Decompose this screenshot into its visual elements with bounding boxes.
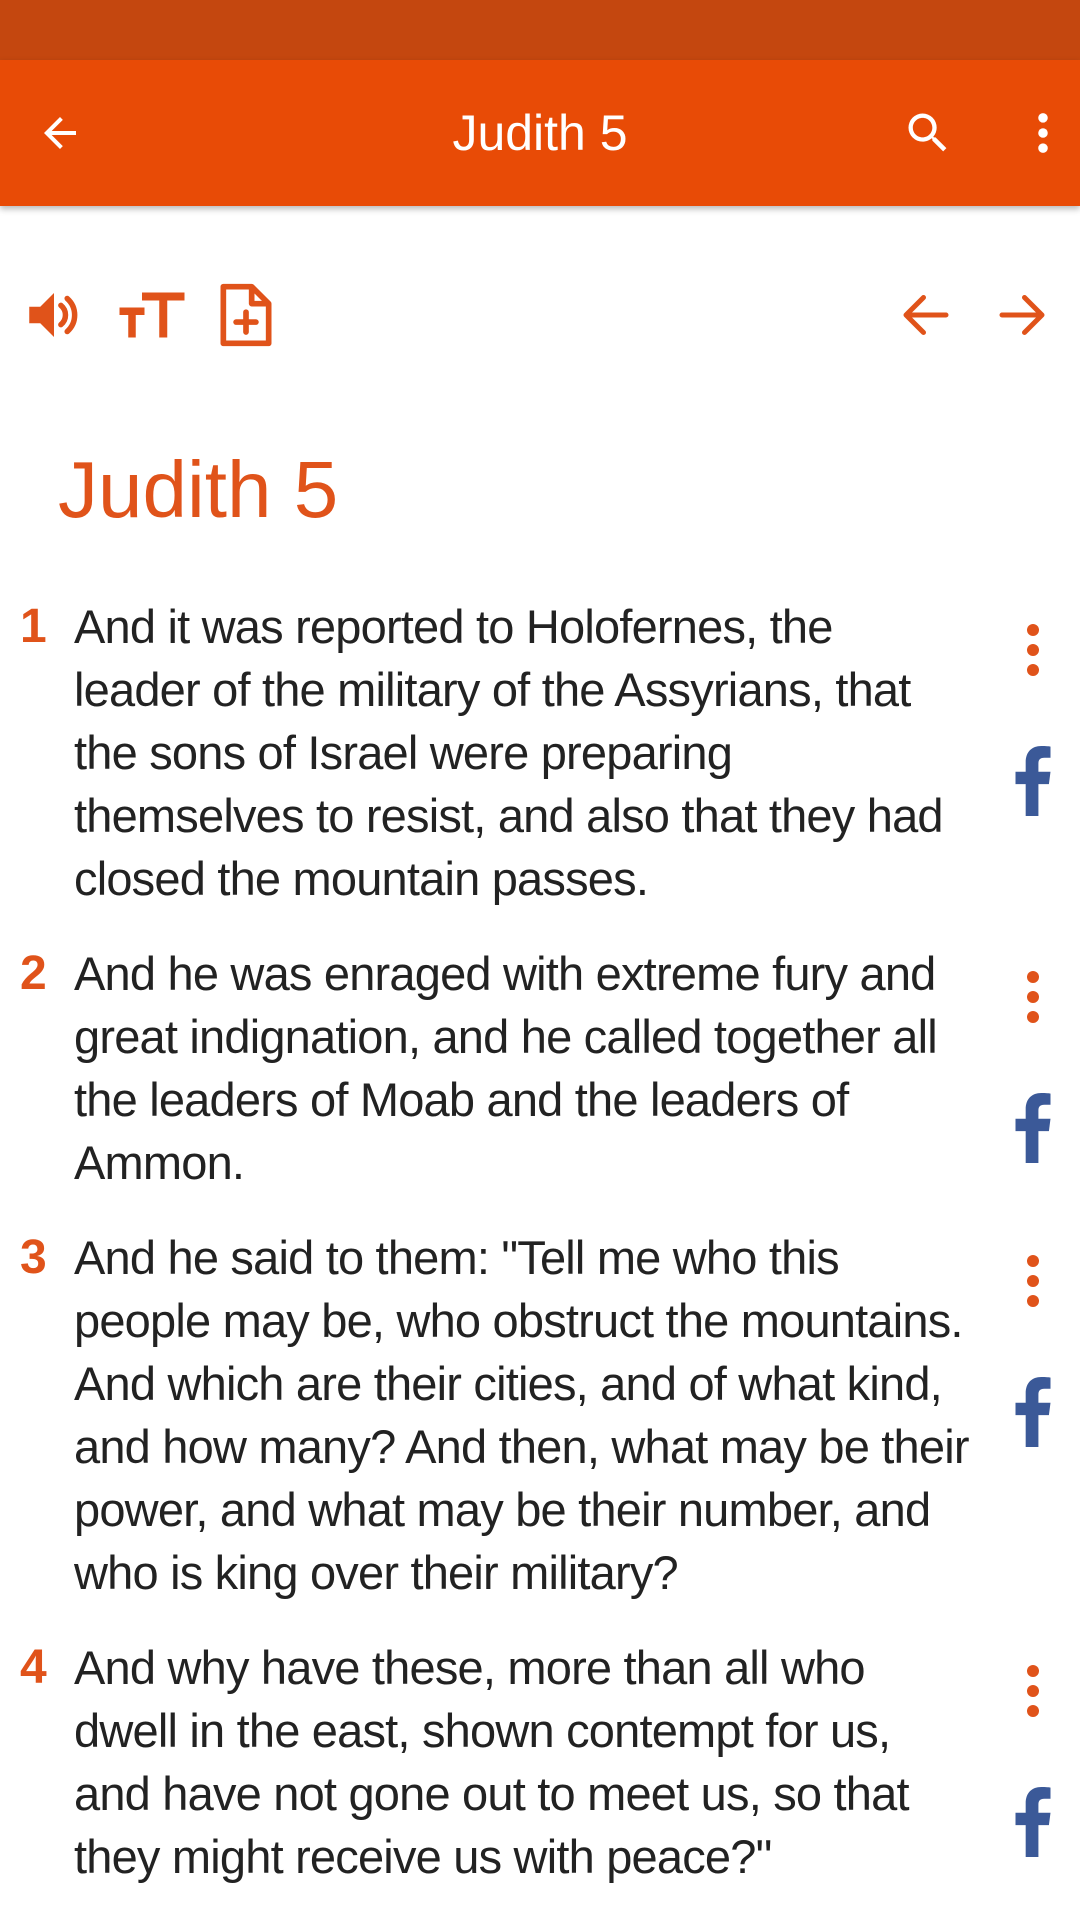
text-size-icon	[117, 285, 187, 345]
more-vert-icon	[1027, 1295, 1039, 1307]
verse-item[interactable]	[0, 1636, 1080, 1888]
speaker-button[interactable]	[16, 280, 92, 350]
more-vert-icon	[1027, 991, 1039, 1003]
more-vert-icon	[1027, 1255, 1039, 1267]
more-vert-icon	[1027, 1665, 1039, 1677]
add-note-button[interactable]	[208, 280, 284, 350]
verse-menu-button[interactable]	[1006, 1246, 1060, 1316]
facebook-share-button[interactable]	[1006, 1088, 1060, 1168]
verse-number: 2	[20, 947, 47, 1000]
facebook-share-button[interactable]	[1006, 1372, 1060, 1452]
app-bar-title: Judith 5	[452, 105, 628, 161]
more-vert-icon	[1027, 971, 1039, 983]
verse-actions	[1006, 1246, 1060, 1452]
verse-number: 3	[20, 1231, 47, 1284]
arrow-back-icon	[36, 109, 84, 157]
verse-menu-button[interactable]	[1006, 962, 1060, 1032]
verse-item[interactable]	[0, 595, 1080, 910]
status-bar	[0, 0, 1080, 60]
more-vert-icon	[1017, 107, 1069, 159]
verse-menu-button[interactable]	[1006, 1656, 1060, 1726]
more-vert-icon	[1027, 624, 1039, 636]
verse-number: 1	[20, 600, 47, 653]
verse-actions	[1006, 615, 1060, 821]
facebook-icon	[1015, 1787, 1051, 1857]
verse-text: And why have these, more than all who dwell in the east, shown contempt for us, and have not gone out to meet us, so that they might receive us with peace?"	[74, 1641, 909, 1883]
facebook-icon	[1015, 1377, 1051, 1447]
arrow-left-icon	[896, 285, 956, 345]
facebook-share-button[interactable]	[1006, 741, 1060, 821]
facebook-icon	[1015, 746, 1051, 816]
verse-item[interactable]	[0, 942, 1080, 1194]
verse-text: And he was enraged with extreme fury and great indignation, and he called together all the leaders of Moab and the leaders of Ammon.	[74, 947, 937, 1189]
more-vert-icon	[1027, 644, 1039, 656]
facebook-icon	[1015, 1093, 1051, 1163]
more-vert-icon	[1027, 1685, 1039, 1697]
facebook-share-button[interactable]	[1006, 1782, 1060, 1862]
verse-list	[0, 595, 1080, 1920]
chapter-toolbar	[0, 270, 1080, 360]
app-bar	[0, 60, 1080, 206]
chapter-heading: Judith 5	[58, 445, 339, 534]
arrow-right-icon	[992, 285, 1052, 345]
search-button[interactable]	[888, 93, 968, 173]
verse-number: 4	[20, 1641, 47, 1694]
next-chapter-button[interactable]	[984, 280, 1060, 350]
verse-actions	[1006, 1656, 1060, 1862]
verse-text: And it was reported to Holofernes, the leader of the military of the Assyrians, that the sons of Israel were preparing themselves to resist, and also that they had closed the mountain passes.	[74, 600, 943, 905]
overflow-menu-button[interactable]	[1003, 93, 1080, 173]
verse-menu-button[interactable]	[1006, 615, 1060, 685]
verse-actions	[1006, 962, 1060, 1168]
more-vert-icon	[1027, 1705, 1039, 1717]
back-button[interactable]	[20, 93, 100, 173]
verse-text: And he said to them: "Tell me who this people may be, who obstruct the mountains. And which are their cities, and of what kind, and how many? And then, what may be their power, and what may be their number, and who is king over their military?	[74, 1231, 969, 1599]
previous-chapter-button[interactable]	[888, 280, 964, 350]
more-vert-icon	[1027, 1011, 1039, 1023]
more-vert-icon	[1027, 664, 1039, 676]
speaker-icon	[21, 282, 87, 348]
search-icon	[902, 107, 954, 159]
text-size-button[interactable]	[114, 280, 190, 350]
verse-item[interactable]	[0, 1226, 1080, 1604]
more-vert-icon	[1027, 1275, 1039, 1287]
add-note-icon	[212, 281, 280, 349]
